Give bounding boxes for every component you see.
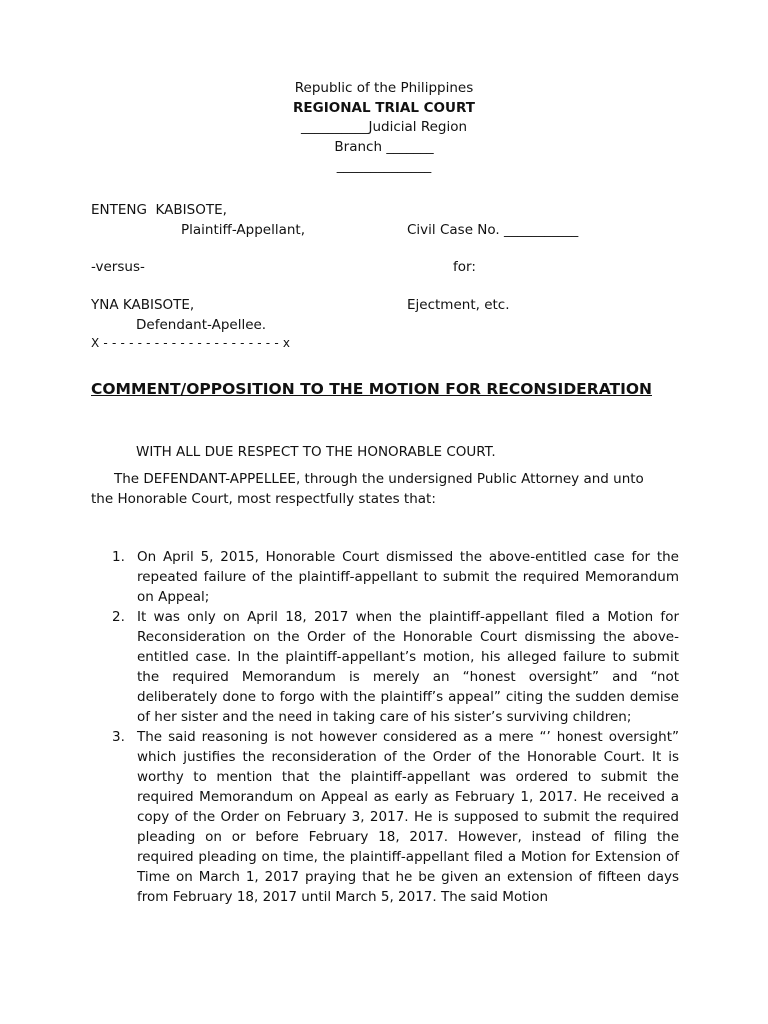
list-item <box>112 547 679 607</box>
list-item <box>112 727 679 907</box>
document-title: COMMENT/OPPOSITION TO THE MOTION FOR RECONSIDERATION <box>91 380 652 398</box>
list-item-number: 1. <box>112 549 125 565</box>
plaintiff-role: Plaintiff-Appellant, <box>181 222 305 238</box>
for-label: for: <box>453 259 476 275</box>
header-republic: Republic of the Philippines <box>294 80 474 96</box>
caption-separator: X - - - - - - - - - - - - - - - - - - - - - x <box>91 336 291 350</box>
defendant-name: YNA KABISOTE, <box>91 297 195 313</box>
header-region: __________Judicial Region <box>300 119 468 135</box>
list-item-text: The said reasoning is not however considered as a mere “’ honest oversight” which justifies the reconsideration of the Order of the Honorable Court. It is worthy to mention that the plaintiff-appellant was ordered to submit the required Memorandum on Appeal as early as February 1, 2017. He received a copy of the Order on February 3, 2017. He is supposed to submit the required pleading on or before February 18, 2017. However, instead of filing the required pleading on time, the plaintiff-appellant filed a Motion for Extension of Time on March 1, 2017 praying that he be given an extension of fifteen days from February 18, 2017 until March 5, 2017. The said Motion <box>137 729 679 905</box>
versus-label: -versus- <box>91 259 145 275</box>
plaintiff-name: ENTENG KABISOTE, <box>91 202 227 218</box>
civil-case-number: Civil Case No. ___________ <box>407 222 579 238</box>
intro-line-2: the Honorable Court, most respectfully states that: <box>91 491 436 507</box>
intro-line-1: The DEFENDANT-APPELLEE, through the undersigned Public Attorney and unto <box>114 471 644 487</box>
list-item <box>112 607 679 727</box>
header-branch: Branch _______ <box>334 138 434 155</box>
case-type: Ejectment, etc. <box>407 297 510 313</box>
list-item-number: 2. <box>112 609 125 625</box>
defendant-role: Defendant-Apellee. <box>136 317 267 333</box>
numbered-list <box>112 547 679 907</box>
header-court: REGIONAL TRIAL COURT <box>293 99 475 116</box>
list-item-text: It was only on April 18, 2017 when the plaintiff-appellant filed a Motion for Reconsideration on the Order of the Honorable Court dismissing the above-entitled case. In the plaintiff-appellant’s motion, his alleged failure to submit the required Memorandum is merely an “honest oversight” and “not deliberately done to forgo with the plaintiff’s appeal” citing the sudden demise of her sister and the need in taking care of his sister’s surviving children; <box>137 609 679 725</box>
list-item-text: On April 5, 2015, Honorable Court dismissed the above-entitled case for the repeated failure of the plaintiff-appellant to submit the required Memorandum on Appeal; <box>137 549 679 605</box>
list-item-number: 3. <box>112 729 125 745</box>
salutation: WITH ALL DUE RESPECT TO THE HONORABLE COURT. <box>136 444 496 460</box>
header-blank-line: ______________ <box>336 158 432 174</box>
court-header <box>0 79 768 177</box>
